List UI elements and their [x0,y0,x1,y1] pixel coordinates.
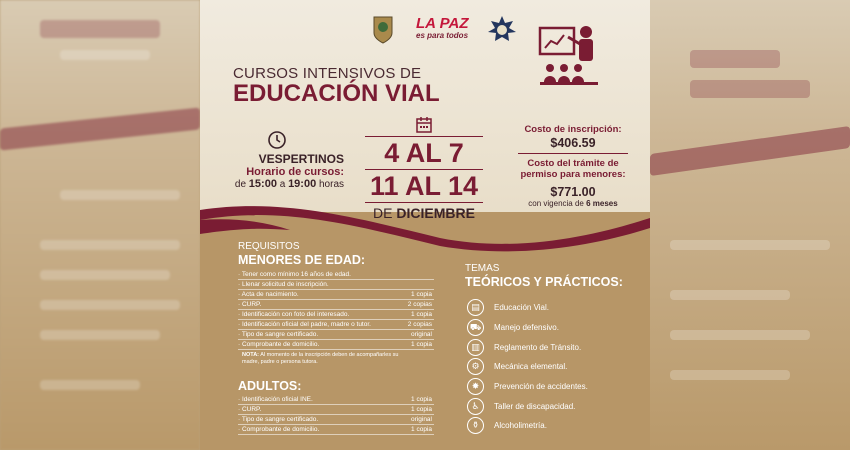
requirement-item: · Tipo de sangre certificado. [238,416,319,423]
schedule-hours: de 15:00 a 19:00 horas [234,178,344,190]
book-icon: ▤ [467,299,484,316]
requirement-qty: original [411,416,432,423]
poster [200,0,650,450]
requirement-row [238,290,434,300]
topic-item [467,337,588,357]
requirement-row [238,300,434,310]
topic-item [467,318,588,338]
la-paz-logo: LA PAZ es para todos [416,15,469,40]
requirement-item: · Acta de nacimiento. [238,291,299,298]
requirement-row [238,415,434,425]
topic-label: Educación Vial. [494,303,549,313]
schedule-label: Horario de cursos: [246,166,344,178]
crash-icon: ✸ [467,378,484,395]
police-badge-icon [487,14,517,46]
requirement-qty: 1 copia [411,341,432,348]
adults-requirements-list [238,395,434,435]
inscription-cost-label: Costo de inscripción: [524,124,622,135]
requirement-qty: 1 copia [411,291,432,298]
schedule-block [224,152,344,190]
minors-heading: MENORES DE EDAD: [238,253,366,267]
topic-label: Mecánica elemental. [494,362,568,372]
requirement-row [238,270,434,280]
requirement-item: · Identificación oficial del padre, madre o tutor. [238,321,371,328]
document-icon: ▥ [467,339,484,356]
date-range-2: 11 AL 14 [369,171,479,201]
requirement-item: · CURP. [238,406,262,413]
minor-permit-cost-value: $771.00 [550,185,596,199]
requirement-qty: 1 copia [411,311,432,318]
requirement-item: · Llenar solicitud de inscripción. [238,281,329,288]
requirement-qty: 2 copias [407,301,432,308]
logo-row [368,14,517,46]
topic-item [467,377,588,397]
requirement-item: · Tener como mínimo 16 años de edad. [238,271,351,278]
topic-label: Reglamento de Tránsito. [494,342,582,352]
topics-heading: TEMAS TEÓRICOS Y PRÁCTICOS: [465,263,623,289]
requirement-item: · Identificación con foto del interesado. [238,311,350,318]
minor-permit-cost-label: Costo del trámite de permiso para menores: [520,158,626,180]
requirement-item: · CURP. [238,301,262,308]
wrench-icon: ⚙ [467,358,484,375]
topic-item [467,298,588,318]
requirement-item: · Comprobante de domicilio. [238,426,320,433]
topic-label: Manejo defensivo. [494,323,559,333]
topic-item [467,416,588,436]
date-month: DE DICIEMBRE [373,205,475,221]
requirement-qty: 2 copias [407,321,432,328]
requirement-qty [432,270,434,279]
requirement-qty [432,280,434,289]
car-icon: ⛟ [467,319,484,336]
requirement-qty: 1 copia [411,426,432,433]
costs-block [512,124,634,208]
requirement-qty: original [411,331,432,338]
topic-label: Alcoholimetría. [494,421,547,431]
requirement-row [238,425,434,435]
blurred-right-panel [650,0,850,450]
requirement-item: · Comprobante de domicilio. [238,341,320,348]
requirement-row [238,405,434,415]
classroom-icon [538,24,604,93]
title-line1: CURSOS INTENSIVOS DE [233,65,422,82]
requirement-row [238,330,434,340]
requirement-row [238,395,434,405]
note: NOTA: Al momento de la inscripción deben de acompañarles su madre, padre o persona tutora. [242,352,399,365]
page-title: EDUCACIÓN VIAL [233,80,440,107]
government-seal-icon [368,14,398,46]
requirement-row [238,320,434,330]
minors-requirements-list [238,270,434,350]
topic-item [467,357,588,377]
topic-label: Prevención de accidentes. [494,382,588,392]
topic-label: Taller de discapacidad. [494,401,576,411]
requirement-item: · Identificación oficial INE. [238,396,313,403]
requirement-qty: 1 copia [411,406,432,413]
adults-heading: ADULTOS: [238,379,302,393]
course-dates [365,134,483,221]
topics-list [467,298,588,436]
requirements-heading: REQUISITOS MENORES DE EDAD: [238,241,366,267]
bottle-icon: ⚱ [467,417,484,434]
wheelchair-icon: ♿ [467,398,484,415]
inscription-cost-value: $406.59 [550,136,596,150]
requirement-row [238,340,434,350]
date-range-1: 4 AL 7 [384,138,464,168]
requirement-row [238,280,434,290]
requirement-qty: 1 copia [411,396,432,403]
schedule-type: VESPERTINOS [258,152,344,166]
requirement-item: · Tipo de sangre certificado. [238,331,319,338]
requirement-row [238,310,434,320]
topic-item [467,396,588,416]
validity-text: con vigencia de 6 meses [528,199,618,208]
blurred-left-panel [0,0,200,450]
